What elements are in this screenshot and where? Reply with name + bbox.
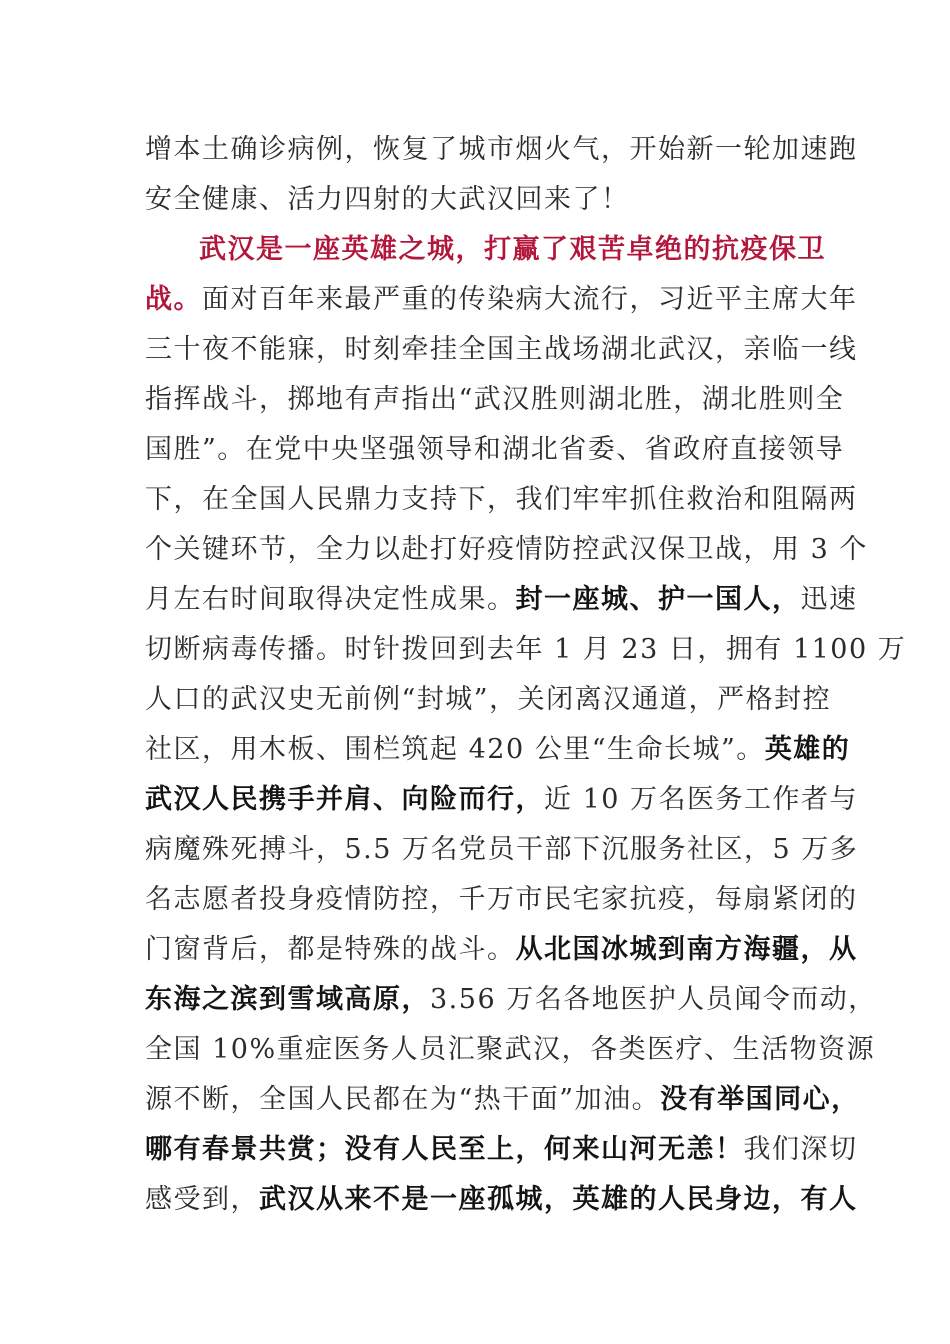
text-line <box>145 875 858 925</box>
text-segment: 源不断，全国人民都在为“热干面”加油。 <box>145 1084 661 1115</box>
text-segment: 三十夜不能寐，时刻牵挂全国主战场湖北武汉，亲临一线 <box>145 334 858 365</box>
text-line <box>145 525 868 575</box>
text-segment: 面对百年来最严重的传染病大流行，习近平主席大年 <box>202 284 858 315</box>
text-segment: 我们深切 <box>743 1134 858 1165</box>
bold-text-segment: 哪有春景共赏；没有人民至上，何来山河无恙！ <box>145 1134 744 1165</box>
text-line <box>145 375 845 425</box>
bold-text-segment: 武汉人民携手并肩、向险而行， <box>145 784 544 815</box>
text-line <box>145 1075 860 1125</box>
heading-text-segment: 战。 <box>145 284 202 315</box>
text-segment: 病魔殊死搏斗，5.5 万名党员干部下沉服务社区，5 万多 <box>145 834 859 865</box>
text-line <box>145 175 815 225</box>
text-segment: 月左右时间取得决定性成果。 <box>145 584 516 615</box>
text-segment: 全国 10%重症医务人员汇聚武汉，各类医疗、生活物资源 <box>145 1034 876 1065</box>
bold-text-segment: 东海之滨到雪域高原， <box>145 984 430 1015</box>
text-segment: 人口的武汉史无前例“封城”，关闭离汉通道，严格封控 <box>145 684 832 715</box>
text-segment: 下，在全国人民鼎力支持下，我们牢牢抓住救治和阻隔两 <box>145 484 858 515</box>
text-line <box>145 1025 876 1075</box>
heading-text-segment: 武汉是一座英雄之城，打赢了艰苦卓绝的抗疫保卫 <box>199 234 826 265</box>
text-line <box>145 925 858 975</box>
text-line <box>145 475 858 525</box>
text-segment: 社区，用木板、围栏筑起 420 公里“生命长城”。 <box>145 734 765 765</box>
text-segment: 个关键环节，全力以赴打好疫情防控武汉保卫战，用 3 个 <box>145 534 868 565</box>
text-line <box>145 1175 858 1225</box>
text-segment: 感受到， <box>145 1184 259 1215</box>
text-line <box>145 275 858 325</box>
text-segment: 安全健康、活力四射的大武汉回来了！ <box>145 184 630 215</box>
text-line <box>145 425 845 475</box>
bold-text-segment: 封一座城、护一国人， <box>515 584 801 615</box>
body-text <box>145 125 907 1225</box>
text-segment: 门窗背后，都是特殊的战斗。 <box>145 934 516 965</box>
bold-text-segment: 武汉从来不是一座孤城，英雄的人民身边，有人 <box>259 1184 858 1215</box>
text-segment: 增本土确诊病例，恢复了城市烟火气，开始新一轮加速跑 <box>145 134 858 165</box>
text-line <box>145 675 832 725</box>
text-segment: 国胜”。在党中央坚强领导和湖北省委、省政府直接领导 <box>145 434 845 465</box>
text-segment: 切断病毒传播。时针拨回到去年 1 月 23 日，拥有 1100 万 <box>145 634 907 665</box>
text-line <box>145 825 859 875</box>
text-segment: 指挥战斗，掷地有声指出“武汉胜则湖北胜，湖北胜则全 <box>145 384 845 415</box>
bold-text-segment: 从北国冰城到南方海疆，从 <box>515 934 858 965</box>
bold-text-segment: 没有举国同心， <box>660 1084 860 1115</box>
text-line <box>145 225 826 275</box>
text-line <box>145 975 877 1025</box>
text-segment: 3.56 万名各地医护人员闻令而动， <box>430 984 877 1015</box>
text-segment: 名志愿者投身疫情防控，千万市民宅家抗疫，每扇紧闭的 <box>145 884 858 915</box>
text-segment: 迅速 <box>800 584 858 615</box>
text-line <box>145 125 858 175</box>
text-line <box>145 325 858 375</box>
text-line <box>145 625 907 675</box>
text-line <box>145 775 859 825</box>
bold-text-segment: 英雄的 <box>764 734 851 765</box>
text-line <box>145 1125 858 1175</box>
text-segment: 近 10 万名医务工作者与 <box>544 784 859 815</box>
text-line <box>145 725 851 775</box>
text-line <box>145 575 858 625</box>
